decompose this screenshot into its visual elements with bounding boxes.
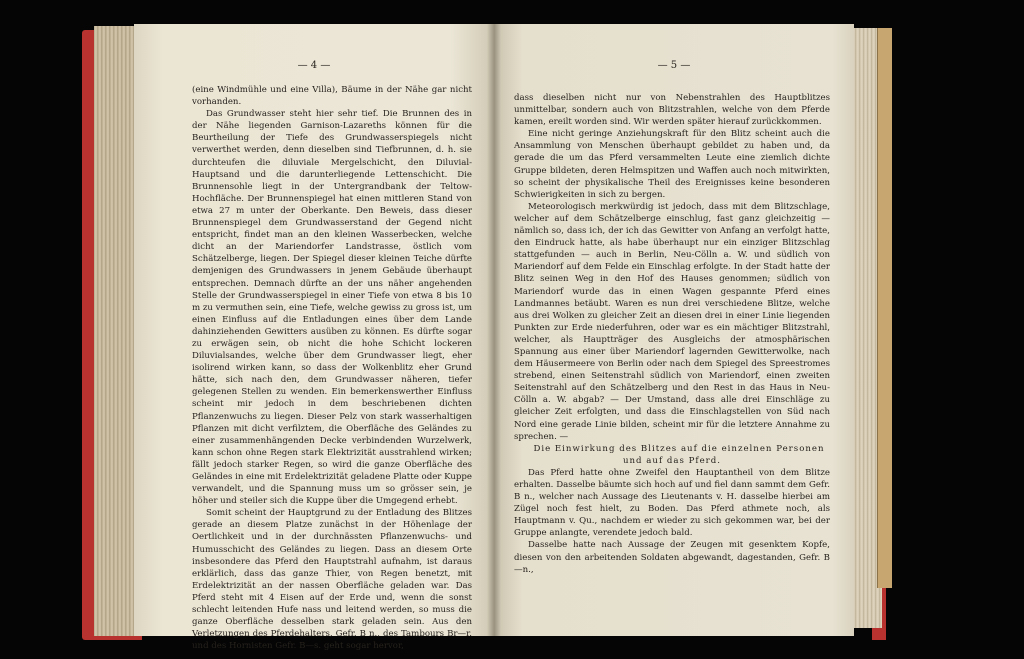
section-heading: Die Einwirkung des Blitzes auf die einzelnen Personen und auf das Pferd. <box>533 443 825 466</box>
paragraph: Das Grundwasser steht hier sehr tief. Die Brunnen des in der Nähe liegenden Garnison-Lazareths können für die Beurtheilung der Tiefe des Grundwasserspiegels nicht verwerthet werden, denn dieselben sind Tiefbrunnen, d. h. sie durchteufen die diluviale Mergelschicht, den Diluvial-Hauptsand und die darunterliegende Lettenschicht. Die Brunnensohle liegt in der Untergrandbank der Teltow-Hochfläche. Der Brunnenspiegel hat einen mittleren Stand von etwa 27 m unter der Oberkante. Den Beweis, dass dieser Brunnenspiegel dem Grundwasserstand der Gegend nicht entspricht, findet man an den kleinen Wasserbecken, welche dicht an der Mariendorfer Landstrasse, östlich vom Schätzelberge, liegen. Der Spiegel dieser kleinen Teiche dürfte demjenigen des Grundwassers in jenem Gebäude überhaupt entsprechen. Demnach dürfte an der uns näher angehenden Stelle der Grundwasserspiegel in einer Tiefe von etwa 8 bis 10 m zu vermuthen sein, eine Tiefe, welche gewiss zu gross ist, um einen Einfluss auf die Entladungen eines über dem Lande dahinziehenden Gewitters ausüben zu können. Es dürfte sogar zu erwägen sein, ob nicht die hohe Schicht lockeren Diluvialsandes, welche über dem Grundwasser liegt, eher isolirend wirken kann, so dass der Wolkenblitz eher Grund hätte, sich nach den, dem Grundwasser näheren, tiefer gelegenen Stellen zu wenden. Ein bemerkenswerther Einfluss scheint mir jedoch in dem beschriebenen dichten Pflanzenwuchs zu liegen. Dieser Pelz von stark wasserhaltigen Pflanzen mit dicht verfilztem, die Oberfläche des Geländes zu einer zusammenhängenden Decke verbindenden Wurzelwerk, kann schon ohne Regen stark Elektrizität ausstrahlend wirken; fällt jedoch starker Regen, so wird die ganze Oberfläche des Geländes in eine mit Erdelektrizität geladene Platte oder Kuppe verwandelt, und die Spannung muss um so grösser sein, je höher und steiler sich die Kuppe über die Umgegend erhebt. <box>192 109 472 507</box>
page-number: — 4 — <box>297 60 331 71</box>
paragraph: (eine Windmühle und eine Villa), Bäume in der Nähe gar nicht vorhanden. <box>192 85 472 108</box>
paragraph: Das Pferd hatte ohne Zweifel den Hauptantheil von dem Blitze erhalten. Dasselbe bäumte sich hoch auf und fiel dann sammt dem Gefr. B n., welcher nach Aussage des Lieutenants v. H. dasselbe hierbei am Zügel noch fest hielt, zu Boden. Das Pferd athmete noch, als Hauptmann v. Qu., nachdem er wieder zu sich gekommen war, bei der Gruppe anlangte, verendete jedoch bald. <box>514 467 830 539</box>
paragraph: Dasselbe hatte nach Aussage der Zeugen mit gesenktem Kopfe, diesen von den arbeitenden Soldaten abgewandt, dagestanden, Gefr. B—n., <box>514 540 830 575</box>
left-page <box>134 24 494 652</box>
paragraph: Eine nicht geringe Anziehungskraft für den Blitz scheint auch die Ansammlung von Menschen überhaupt gebildet zu haben und, da gerade die um das Pferd versammelten Leute eine ziemlich dichte Gruppe bildeten, deren Helmspitzen und Waffen auch noch mitwirkten, so scheint der physikalische Theil des Ereignisses keine besonderen Schwierigkeiten in sich zu bergen. <box>514 129 830 200</box>
book-gutter <box>487 24 501 636</box>
paragraph: Meteorologisch merkwürdig ist jedoch, dass mit dem Blitzschlage, welcher auf dem Schätzelberge einschlug, fast ganz gleichzeitig — nämlich so, dass ich, der ich das Gewitter von Anfang an verfolgt hatte, den Eindruck hatte, als habe überhaupt nur ein einziger Blitzschlag stattgefunden — auch in Berlin, Neu-Cölln a. W. und südlich von Mariendorf auf dem Felde ein Einschlag erfolgte. In der Stadt hatte der Blitz seinen Weg in den Hof des Hauses genommen; südlich von Mariendorf wurde das in einen Wagen gespannte Pferd eines Landmannes betäubt. Waren es nun drei verschiedene Blitze, welche aus drei Wolken zu gleicher Zeit an diesen drei in einer Linie liegenden Punkten zur Erde niederfuhren, oder war es ein mächtiger Blitzstrahl, welcher, als Hauptträger des Ausgleichs der atmosphärischen Spannung aus einer über Mariendorf lagernden Gewitterwolke, nach dem Häusermeere von Berlin oder nach dem Spiegel des Spreestromes strebend, einen Seitenstrahl südlich von Mariendorf, einen zweiten Seitenstrahl auf den Schätzelberg und den Rest in das Haus in Neu-Cölln a. W. abgab? — Der Umstand, dass alle drei Einschläge zu gleicher Zeit erfolgten, und dass die Einschlagstellen von Süd nach Nord eine gerade Linie bilden, scheint mir für die letztere Annahme zu sprechen. — <box>514 201 830 442</box>
page-text <box>514 92 830 576</box>
paragraph: dass dieselben nicht nur von Nebenstrahlen des Hauptblitzes unmittelbar, sondern auch von Blitzstrahlen, welche von dem Pferde kamen, ereilt worden sind. Wir werden später hierauf zurückkommen. <box>514 93 830 128</box>
open-book <box>82 18 890 652</box>
bookmark-tab <box>877 28 892 588</box>
page-text <box>192 84 472 652</box>
paragraph: Somit scheint der Hauptgrund zu der Entladung des Blitzes gerade an diesem Platze zunächst in der Höhenlage der Oertlichkeit und in der durchnässten Pflanzenwuchs- und Humusschicht des Geländes zu liegen. Dass an diesem Orte insbesondere das Pferd den Hauptstrahl aufnahm, ist daraus erklärlich, dass das ganze Thier, von Regen benetzt, mit Erdelektrizität an der nassen Oberfläche geladen war. Das Pferd steht mit 4 Eisen auf der Erde und, wenn die sonst schlecht leitenden Hufe nass und leitend werden, so muss die ganze Oberfläche desselben stark geladen sein. Aus den Verletzungen des Pferdehalters, Gefr. B n., des Tambours Br—r. und des Hornisten Gefr. B—s. geht sogar hervor, <box>192 508 472 652</box>
page-number: — 5 — <box>657 60 691 71</box>
right-page <box>494 24 854 636</box>
